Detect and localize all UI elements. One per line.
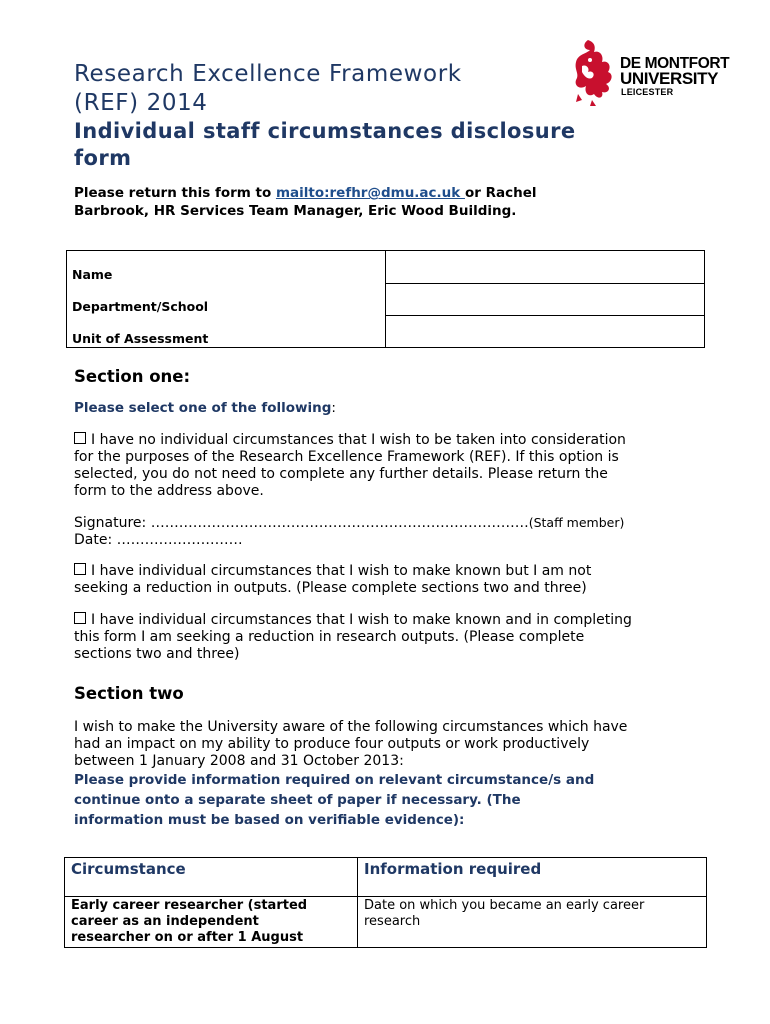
option-line <box>74 432 704 449</box>
circumstance-column-header: Circumstance <box>65 858 358 897</box>
return-line-2: Barbrook, HR Services Team Manager, Eric Wood Building. <box>74 203 517 219</box>
logo-line-2: UNIVERSITY <box>620 69 719 88</box>
cell-line: career as an independent <box>71 914 259 929</box>
option-line <box>74 563 704 580</box>
select-instruction: Please select one of the following <box>74 400 332 416</box>
section-two-heading: Section two <box>74 684 184 703</box>
return-prefix: Please return this form to <box>74 185 276 201</box>
checkbox-no-reduction[interactable] <box>74 563 86 575</box>
subtitle-line-1: Individual staff circumstances disclosure <box>74 119 576 143</box>
date-dots[interactable]: ……………………… <box>116 532 243 548</box>
information-column-header: Information required <box>358 858 707 897</box>
cell-line: Early career researcher (started <box>71 898 308 913</box>
option-seeking-reduction <box>74 612 704 663</box>
table-row <box>67 283 705 315</box>
logo-wordmark <box>620 56 729 98</box>
option-line: sections two and three) <box>74 646 240 662</box>
section-two-instruction <box>74 770 704 830</box>
title-line-2: (REF) 2014 <box>74 90 208 116</box>
checkbox-no-circumstances[interactable] <box>74 432 86 444</box>
signature-block <box>74 514 704 549</box>
title-line-1: Research Excellence Framework <box>74 61 462 87</box>
option-line: seeking a reduction in outputs. (Please complete sections two and three) <box>74 580 587 596</box>
option-line: form to the address above. <box>74 483 264 499</box>
staff-details-table <box>66 250 705 348</box>
table-row <box>67 251 705 284</box>
option-line <box>74 612 704 629</box>
intro-line: I wish to make the University aware of the following circumstances which have <box>74 719 628 735</box>
signature-suffix: (Staff member) <box>528 515 625 530</box>
instruction-colon: : <box>331 400 336 416</box>
signature-line <box>74 514 704 532</box>
checkbox-seeking-reduction[interactable] <box>74 612 86 624</box>
instruction-line: continue onto a separate sheet of paper if necessary. (The <box>74 792 521 808</box>
university-logo <box>568 36 748 108</box>
information-cell[interactable] <box>358 897 707 948</box>
unit-of-assessment-field[interactable] <box>386 315 705 347</box>
logo-line-1: DE MONTFORT <box>620 55 730 72</box>
return-suffix: or Rachel <box>464 185 537 201</box>
intro-line: between 1 January 2008 and 31 October 2013: <box>74 753 404 769</box>
return-instructions <box>74 184 674 220</box>
option-line: this form I am seeking a reduction in research outputs. (Please complete <box>74 629 585 645</box>
table-header-row <box>65 858 707 897</box>
option-text: I have individual circumstances that I wish to make known and in completing <box>91 612 632 628</box>
name-field[interactable] <box>386 251 705 284</box>
table-row <box>67 315 705 347</box>
section-two-intro <box>74 719 704 770</box>
subtitle-line-2: form <box>74 146 132 170</box>
date-line <box>74 532 704 549</box>
department-field[interactable] <box>386 283 705 315</box>
option-text: I have no individual circumstances that I wish to be taken into consideration <box>91 432 626 448</box>
cell-line: researcher on or after 1 August <box>71 930 304 945</box>
circumstance-cell <box>65 897 358 948</box>
intro-line: had an impact on my ability to produce four outputs or work productively <box>74 736 590 752</box>
signature-dots[interactable]: ……………………………………………………………………… <box>150 515 529 531</box>
document-title <box>74 60 574 118</box>
option-text: I have individual circumstances that I wish to make known but I am not <box>91 563 592 579</box>
unit-of-assessment-label: Unit of Assessment <box>67 315 386 347</box>
dragon-emblem-icon <box>568 36 618 108</box>
circumstance-table <box>64 857 707 948</box>
signature-label: Signature: <box>74 515 151 531</box>
section-one-instruction <box>74 400 704 417</box>
instruction-line: information must be based on verifiable evidence): <box>74 812 465 828</box>
document-subtitle <box>74 118 674 172</box>
instruction-line: Please provide information required on relevant circumstance/s and <box>74 772 595 788</box>
email-link[interactable]: mailto:refhr@dmu.ac.uk <box>275 185 465 201</box>
option-line: selected, you do not need to complete any further details. Please return the <box>74 466 608 482</box>
return-line-1 <box>74 184 674 202</box>
section-one-heading: Section one: <box>74 367 191 386</box>
table-row <box>65 897 707 948</box>
cell-line: research <box>364 914 421 929</box>
option-line: for the purposes of the Research Excellence Framework (REF). If this option is <box>74 449 619 465</box>
name-label: Name <box>67 251 386 284</box>
department-label: Department/School <box>67 283 386 315</box>
cell-line: Date on which you became an early career <box>364 898 645 913</box>
option-no-circumstances <box>74 432 704 500</box>
date-label: Date: <box>74 532 117 548</box>
logo-line-3: LEICESTER <box>621 87 674 97</box>
option-no-reduction <box>74 563 704 597</box>
